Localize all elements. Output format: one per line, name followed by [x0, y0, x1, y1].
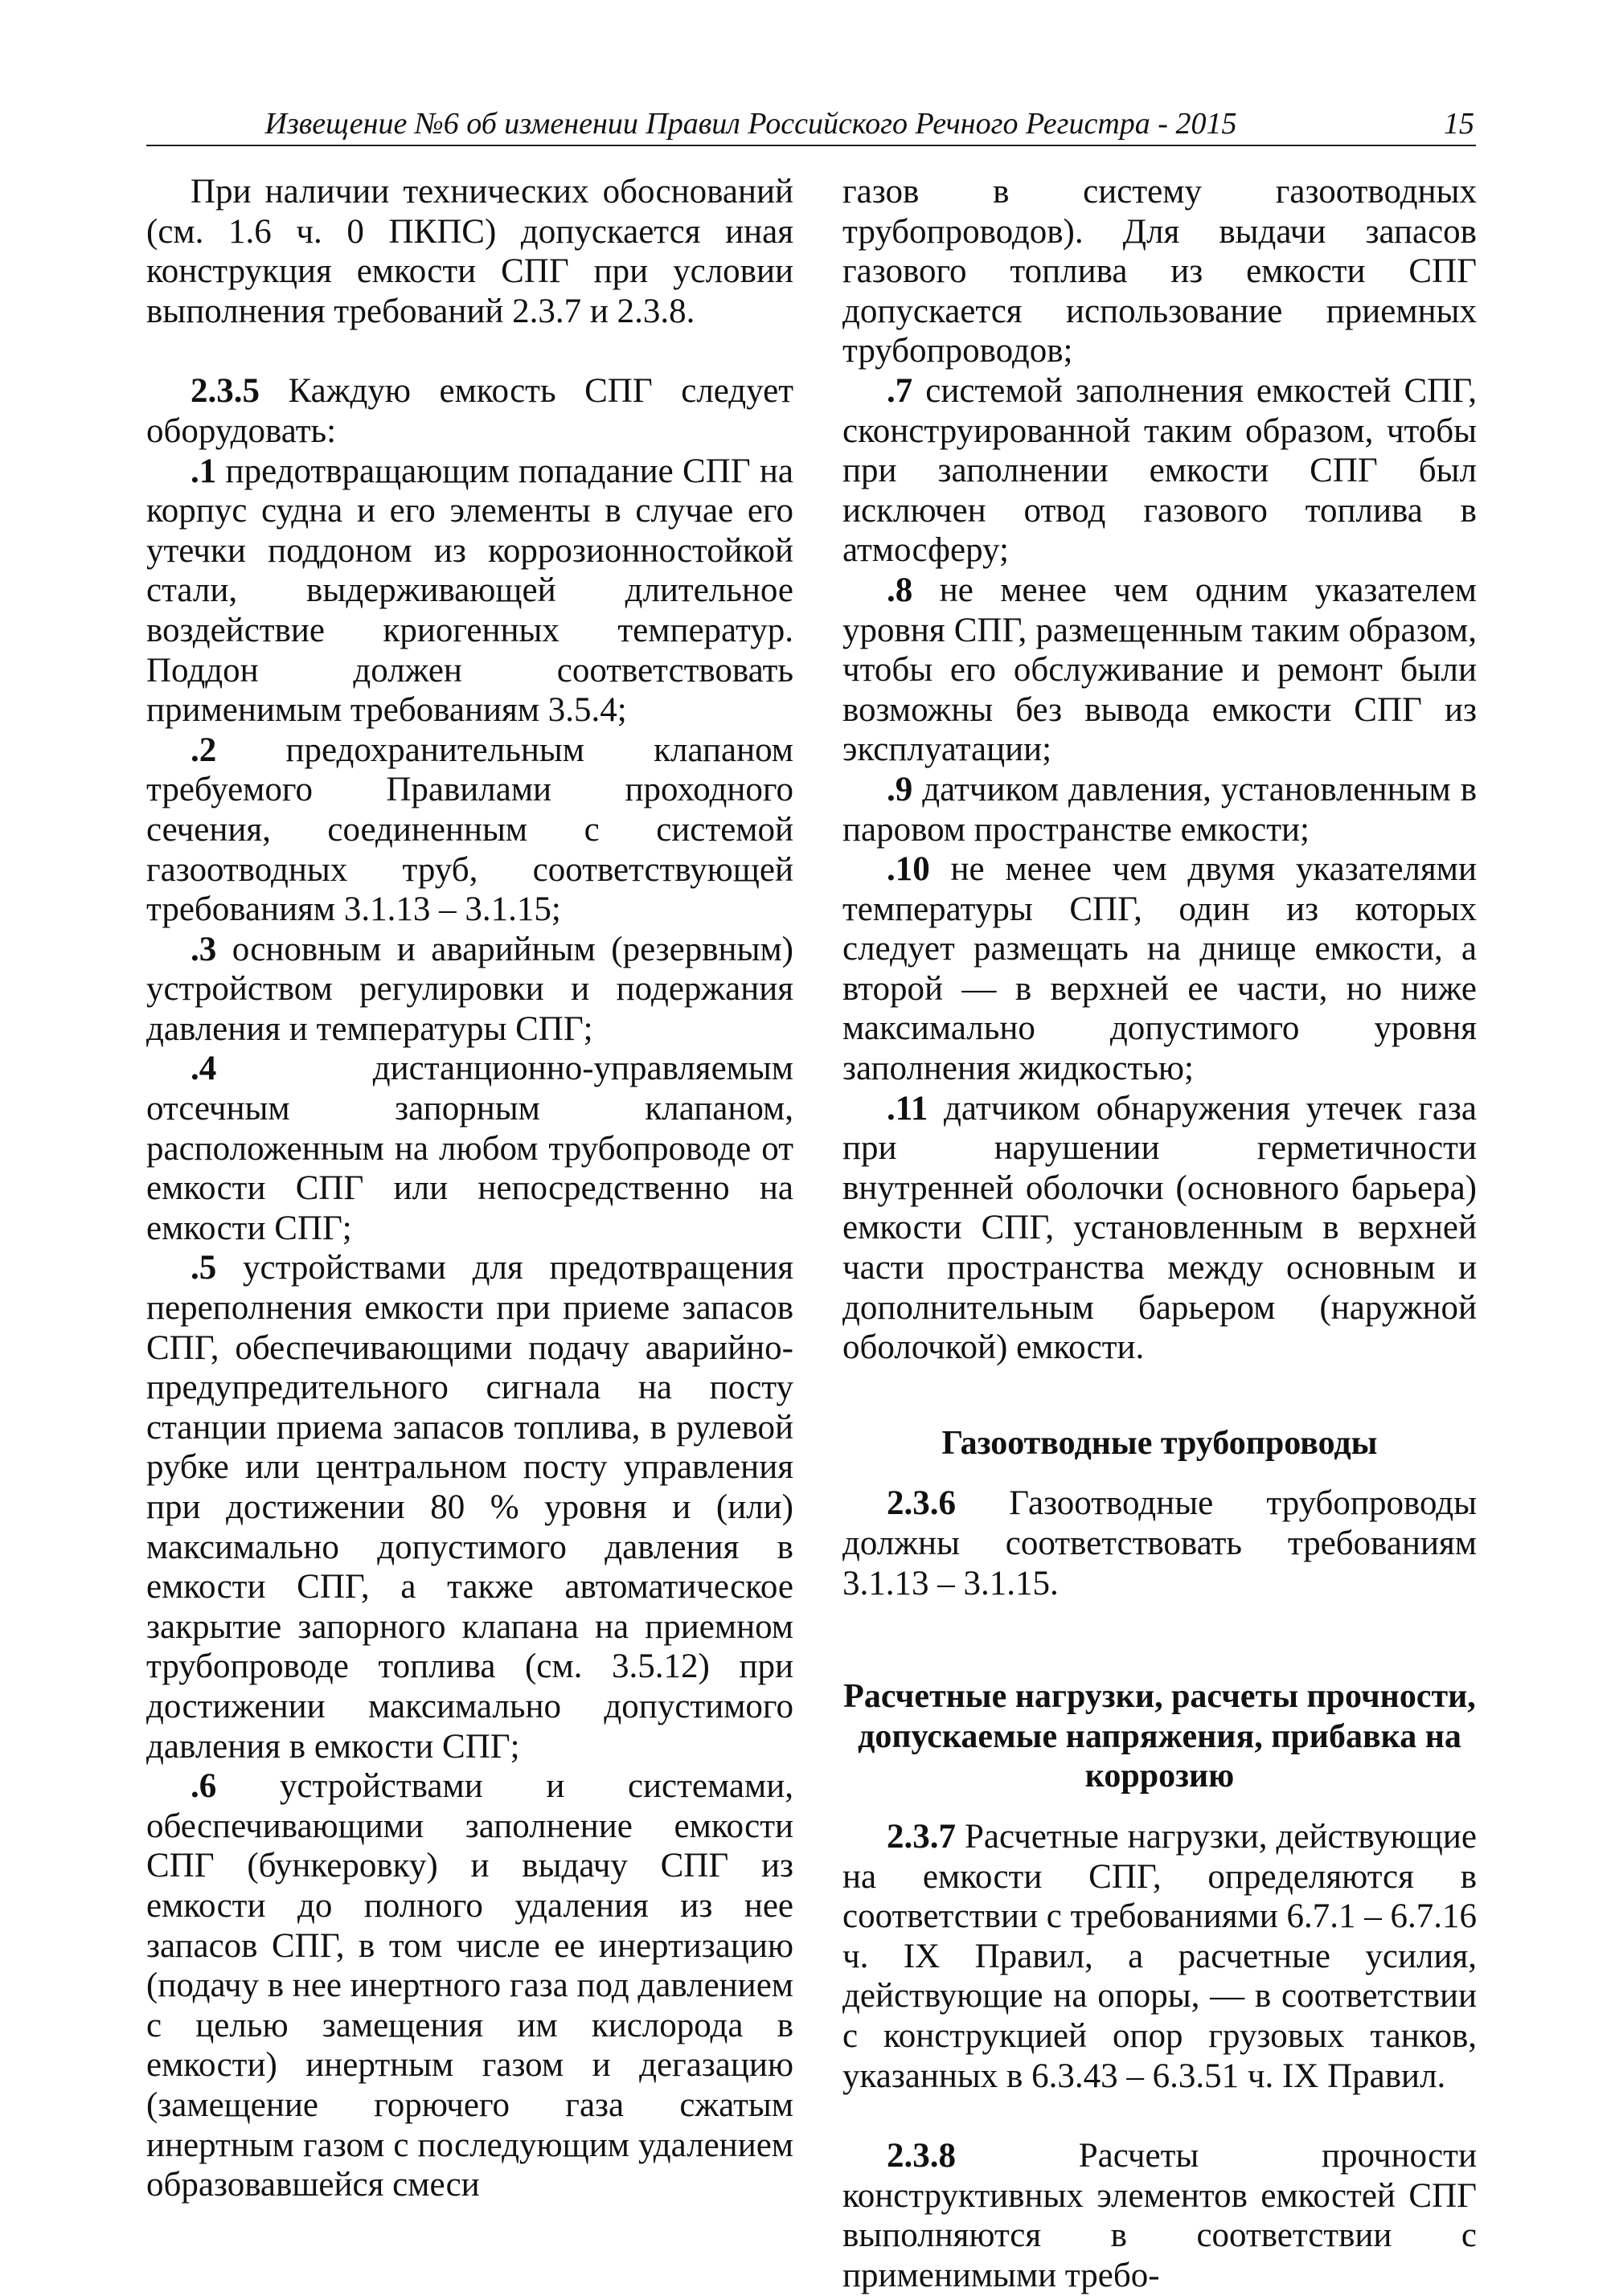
list-item-8: [842, 571, 1477, 770]
left-column: [146, 172, 793, 2205]
item-number: .5: [191, 1249, 217, 1287]
item-text: датчиком давления, установленным в паровом пространстве емкости;: [842, 770, 1477, 849]
clause-2-3-5: [146, 371, 793, 451]
list-item-2: [146, 731, 793, 930]
item-number: .3: [191, 930, 217, 968]
item-number: .4: [191, 1050, 217, 1088]
clause-number: 2.3.6: [887, 1484, 956, 1523]
item-number: .9: [887, 770, 913, 808]
running-header: [146, 103, 1476, 146]
item-number: .10: [887, 850, 930, 889]
item-text: датчиком обнаружения утечек газа при нарушении герметичности внутренней оболочки (основного барьера) емкости СПГ, установленным в верхней части пространства между основным и дополнительным барьером (наружной оболочкой) емкости.: [842, 1089, 1477, 1367]
list-item-9: [842, 770, 1477, 849]
right-column: [842, 172, 1477, 2296]
list-item-11: [842, 1089, 1477, 1368]
clause-2-3-6: [842, 1484, 1477, 1603]
item-number: .1: [191, 452, 217, 490]
section-heading-vent-pipes: Газоотводные трубопроводы: [941, 1424, 1378, 1462]
list-item-4: [146, 1049, 793, 1248]
item-number: .6: [191, 1767, 217, 1806]
clause-text: Газоотводные трубопроводы должны соответствовать требованиям 3.1.13 – 3.1.15.: [842, 1484, 1477, 1602]
clause-number: 2.3.5: [191, 372, 260, 411]
item-text: предотвращающим попадание СПГ на корпус судна и его элементы в случае его утечки поддоном из коррозионностойкой стали, выдерживающей длительное воздействие криогенных температур. Поддон должен соответствовать применимым требованиям 3.5.4;: [146, 452, 793, 730]
item-number: .8: [887, 571, 913, 609]
item-text: системой заполнения емкостей СПГ, сконструированной таким образом, чтобы при заполнении емкости СПГ был исключен отвод газового топлива в атмосферу;: [842, 371, 1477, 570]
list-item-1: [146, 452, 793, 731]
item-text: дистанционно-управляемым отсечным запорным клапаном, расположенным на любом трубопроводе от емкости СПГ или непосредственно на емкости СПГ;: [146, 1050, 793, 1247]
item-text: основным и аварийным (резервным) устройством регулировки и подержания давления и температуры СПГ;: [146, 930, 793, 1048]
item-text: предохранительным клапаном требуемого Правилами проходного сечения, соединенным с системой газоотводных труб, соответствующей требованиям 3.1.13 – 3.1.15;: [146, 731, 793, 929]
clause-2-3-7: [842, 1817, 1477, 2096]
list-item-3: [146, 930, 793, 1050]
list-item-5: [146, 1248, 793, 1766]
item-number: .7: [887, 371, 913, 410]
clause-text: Расчетные нагрузки, действующие на емкости СПГ, определяются в соответствии с требованиями 6.7.1 – 6.7.16 ч. IX Правил, а расчетные усилия, действующие на опоры, — в соответствии с конструкцией опор грузовых танков, указанных в 6.3.43 – 6.3.51 ч. IX Правил.: [842, 1817, 1477, 2095]
item-text: не менее чем двумя указателями температуры СПГ, один из которых следует размещать на днище емкости, а второй — в верхней ее части, но ниже максимально допустимого уровня заполнения жидкостью;: [842, 850, 1477, 1088]
item-number: .2: [191, 731, 217, 769]
list-item-10: [842, 849, 1477, 1089]
clause-text: Расчеты прочности конструктивных элементов емкостей СПГ выполняются в соответствии с применимыми требо-: [842, 2137, 1477, 2294]
item-text: устройствами для предотвращения переполнения емкости при приеме запасов СПГ, обеспечивающими подачу аварийно-предупредительного сигнала на посту станции приема запасов топлива, в рулевой рубке или центральном посту управления при достижении 80 % уровня и (или) максимально допустимого давления в емкости СПГ, а также автоматическое закрытие запорного клапана на приемном трубопроводе топлива (см. 3.5.12) при достижении максимально допустимого давления в емкости СПГ;: [146, 1249, 793, 1766]
paragraph-intro: При наличии технических обоснований (см. 1.6 ч. 0 ПКПС) допускается иная конструкция емкости СПГ при условии выполнения требований 2.3.7 и 2.3.8.: [146, 173, 793, 330]
item-text: устройствами и системами, обеспечивающими заполнение емкости СПГ (бункеровку) и выдачу СПГ из емкости до полного удаления из нее запасов СПГ, в том числе ее инертизацию (подачу в нее инертного газа под давлением с целью замещения им кислорода в емкости) инертным газом и дегазацию (замещение горючего газа сжатым инертным газом с последующим удалением образовавшейся смеси: [146, 1767, 793, 2204]
section-heading-design-loads: Расчетные нагрузки, расчеты прочности, допускаемые напряжения, прибавка на коррозию: [843, 1678, 1476, 1795]
page-number: 15: [1444, 107, 1474, 141]
list-item-7: [842, 371, 1477, 571]
header-title: Извещение №6 об изменении Правил Российского Речного Регистра - 2015: [264, 107, 1237, 141]
list-item-6: [146, 1766, 793, 2205]
clause-text: Каждую емкость СПГ следует оборудовать:: [146, 372, 793, 450]
clause-2-3-8: [842, 2136, 1477, 2295]
item-number: .11: [887, 1089, 928, 1128]
list-item-6-continuation: газов в систему газоотводных трубопроводов). Для выдачи запасов газового топлива из емкости СПГ допускается использование приемных трубопроводов;: [842, 173, 1477, 370]
clause-number: 2.3.8: [887, 2137, 956, 2175]
clause-number: 2.3.7: [887, 1817, 956, 1856]
item-text: не менее чем одним указателем уровня СПГ, размещенным таким образом, чтобы его обслуживание и ремонт были возможны без вывода емкости СПГ из эксплуатации;: [842, 571, 1477, 769]
